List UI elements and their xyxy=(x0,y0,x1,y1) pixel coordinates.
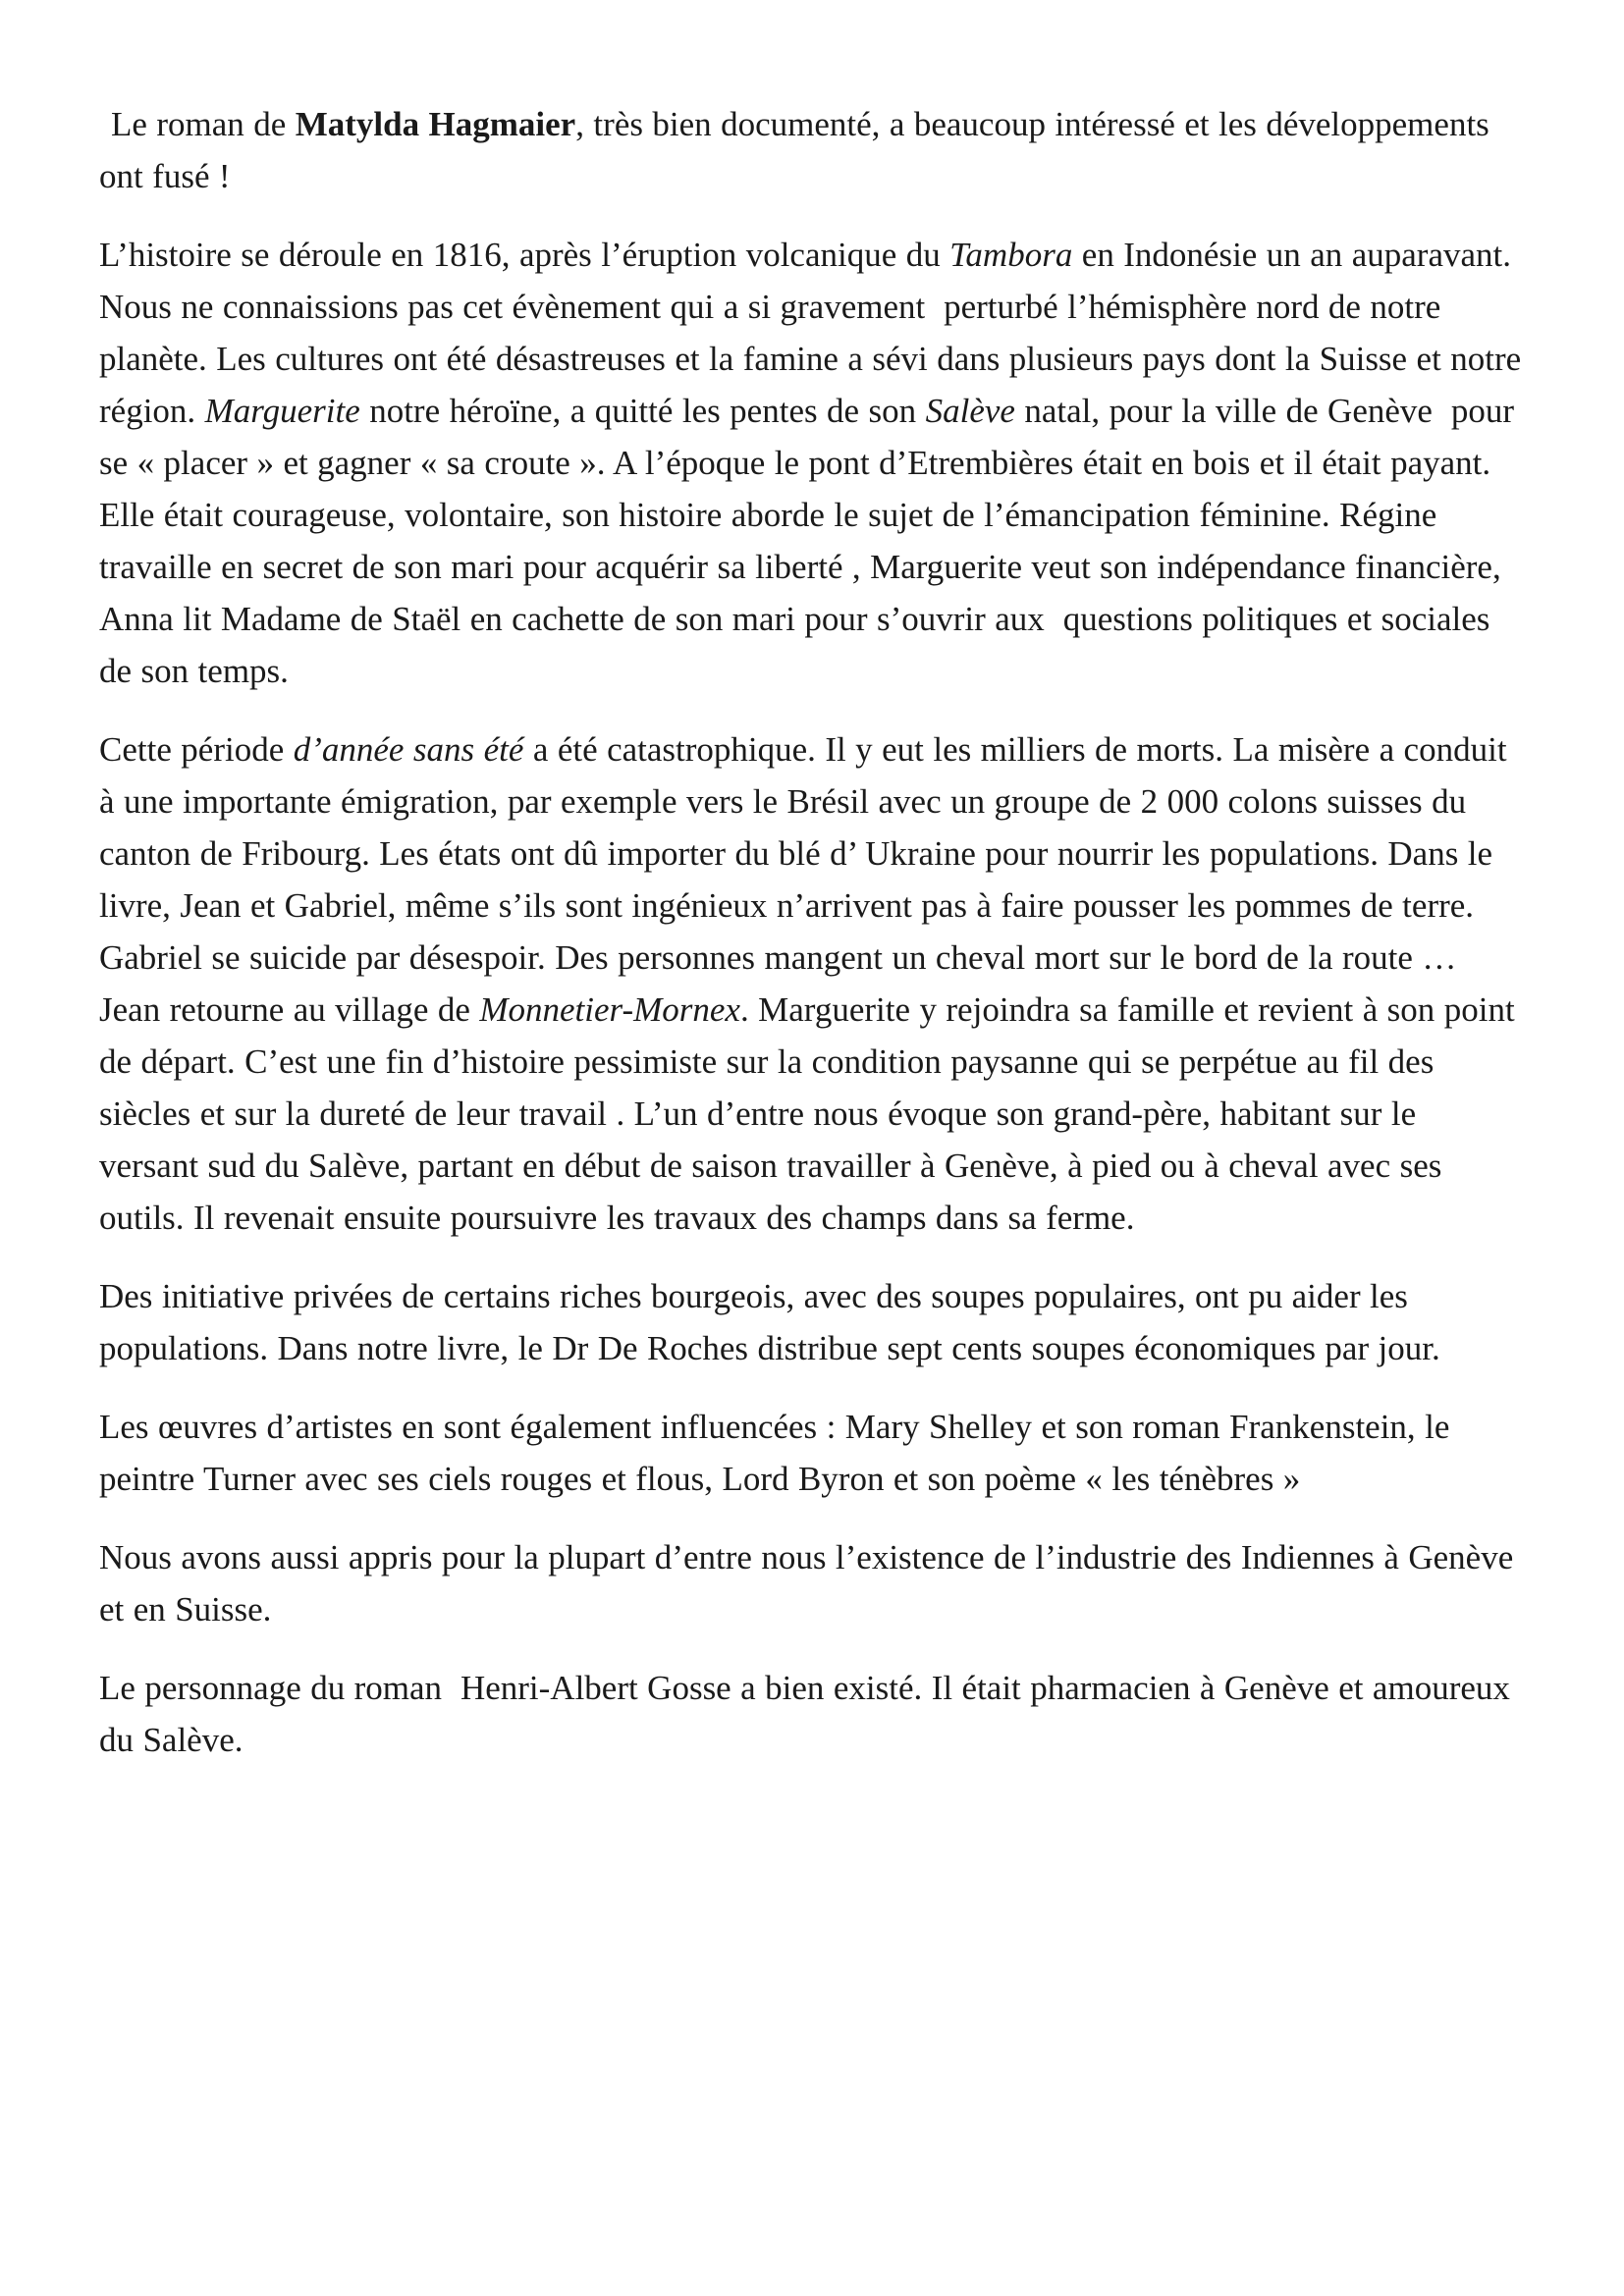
paragraph xyxy=(99,229,1524,697)
text-run: . Marguerite y rejoindra sa famille et revient à son point de départ. C’est une fin d’histoire pessimiste sur la condition paysanne qui se perpétue au fil des siècles et sur la dureté de leur travail . L’un d’entre nous évoque son grand-père, habitant sur le versant sud du Salève, partant en début de saison travailler à Genève, à pied ou à cheval avec ses outils. Il revenait ensuite poursuivre les travaux des champs dans sa ferme. xyxy=(99,990,1515,1237)
text-run: Cette période xyxy=(99,730,294,769)
text-run: notre héroïne, a quitté les pentes de son xyxy=(359,392,926,430)
text-run: Le roman de xyxy=(111,105,296,143)
text-run: natal, pour la ville de Genève pour se « placer » et gagner « sa croute ». A l’époque le pont d’Etrembières était en bois et il était payant. Elle était courageuse, volontaire, son histoire aborde le sujet de l’émancipation féminine. Régine travaille en secret de son mari pour acquérir sa liberté , Marguerite veut son indépendance financière, Anna lit Madame de Staël en cachette de son mari pour s’ouvrir aux questions politiques et sociales de son temps. xyxy=(99,392,1514,690)
paragraph xyxy=(99,98,1524,202)
paragraph xyxy=(99,1662,1524,1766)
paragraph xyxy=(99,1531,1524,1635)
text-run: L’histoire se déroule en 1816, après l’éruption volcanique du xyxy=(99,236,950,274)
italic-text-run: Marguerite xyxy=(204,392,360,430)
text-run: Des initiative privées de certains riches bourgeois, avec des soupes populaires, ont pu aider les populations. Dans notre livre, le Dr De Roches distribue sept cents soupes économiques par jour. xyxy=(99,1277,1440,1367)
text-run: en Indonésie un an auparavant. Nous ne connaissions pas cet évènement qui a si gravement perturbé l’hémisphère nord de notre planète. Les cultures ont été désastreuses et la famine a sévi dans plusieurs pays dont la Suisse et notre région. xyxy=(99,236,1522,430)
bold-text-run: Matylda Hagmaier xyxy=(295,105,576,143)
paragraph xyxy=(99,1270,1524,1374)
text-run: a été catastrophique. Il y eut les milliers de morts. La misère a conduit à une importante émigration, par exemple vers le Brésil avec un groupe de 2 000 colons suisses du canton de Fribourg. Les états ont dû importer du blé d’ Ukraine pour nourrir les populations. Dans le livre, Jean et Gabriel, même s’ils sont ingénieux n’arrivent pas à faire pousser les pommes de terre. Gabriel se suicide par désespoir. Des personnes mangent un cheval mort sur le bord de la route … Jean retourne au village de xyxy=(99,730,1507,1029)
italic-text-run: Salève xyxy=(925,392,1015,430)
italic-text-run: Tambora xyxy=(949,236,1073,274)
text-run: Les œuvres d’artistes en sont également influencées : Mary Shelley et son roman Frankenstein, le peintre Turner avec ses ciels rouges et flous, Lord Byron et son poème « les ténèbres » xyxy=(99,1408,1450,1498)
italic-text-run: d’année sans été xyxy=(293,730,524,769)
paragraph xyxy=(99,723,1524,1244)
text-run: Le personnage du roman Henri-Albert Gosse a bien existé. Il était pharmacien à Genève et amoureux du Salève. xyxy=(99,1669,1510,1759)
italic-text-run: Monnetier-Mornex xyxy=(479,990,740,1029)
text-run: Nous avons aussi appris pour la plupart d’entre nous l’existence de l’industrie des Indiennes à Genève et en Suisse. xyxy=(99,1538,1514,1629)
document-body xyxy=(99,98,1524,1766)
paragraph xyxy=(99,1401,1524,1505)
text-run: , très bien documenté, a beaucoup intéressé et les développements ont fusé ! xyxy=(99,105,1489,195)
